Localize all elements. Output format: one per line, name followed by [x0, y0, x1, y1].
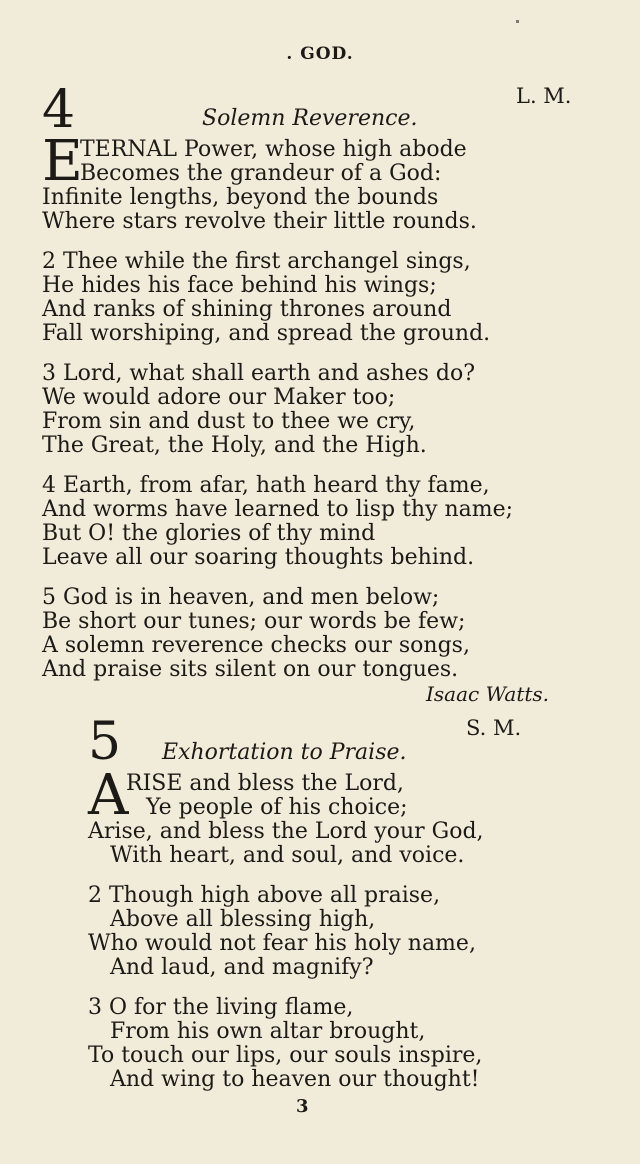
hymn-number: 5 [88, 712, 122, 772]
hymn-title: Exhortation to Praise. [162, 740, 407, 765]
verse-line: Who would not fear his holy name, [88, 931, 476, 956]
verse-line: We would adore our Maker too; [42, 385, 396, 410]
verse-line: Where stars revolve their little rounds. [42, 209, 477, 234]
verse-line: Becomes the grandeur of a God: [80, 161, 442, 186]
verse-line: 3 O for the living flame, [88, 995, 354, 1020]
hymn-meter: L. M. [516, 84, 572, 108]
page-header: . GOD. [286, 44, 354, 64]
verse-line: Infinite lengths, beyond the bounds [42, 185, 439, 210]
verse-line: Above all blessing high, [110, 907, 376, 932]
verse-line: But O! the glories of thy mind [42, 521, 376, 546]
verse-line: 2 Thee while the first archangel sings, [42, 249, 471, 274]
verse-line: And praise sits silent on our tongues. [42, 657, 459, 682]
drop-cap: E [42, 129, 83, 194]
verse-line: 4 Earth, from afar, hath heard thy fame, [42, 473, 490, 498]
verse-line: Arise, and bless the Lord your God, [88, 819, 484, 844]
verse-line: And wing to heaven our thought! [110, 1067, 480, 1092]
verse-line: 3 Lord, what shall earth and ashes do? [42, 361, 476, 386]
verse-line: Ye people of his choice; [146, 795, 408, 820]
verse-line: To touch our lips, our souls inspire, [88, 1043, 483, 1068]
verse-line: He hides his face behind his wings; [42, 273, 437, 298]
drop-cap: A [88, 763, 129, 828]
verse-line: Leave all our soaring thoughts behind. [42, 545, 475, 570]
verse-line: From sin and dust to thee we cry, [42, 409, 416, 434]
page-number: 3 [296, 1096, 309, 1117]
hymn-author: Isaac Watts. [426, 682, 550, 706]
verse-line: And worms have learned to lisp thy name; [42, 497, 514, 522]
verse-line: RISE and bless the Lord, [126, 771, 404, 796]
verse-line: With heart, and soul, and voice. [110, 843, 465, 868]
verse-line: 5 God is in heaven, and men below; [42, 585, 440, 610]
hymn-meter: S. M. [466, 716, 522, 740]
hymn-title: Solemn Reverence. [202, 106, 418, 131]
verse-line: And ranks of shining thrones around [42, 297, 452, 322]
verse-line: The Great, the Holy, and the High. [42, 433, 427, 458]
print-speck [516, 20, 519, 23]
verse-line: From his own altar brought, [110, 1019, 426, 1044]
verse-line: 2 Though high above all praise, [88, 883, 441, 908]
verse-line: TERNAL Power, whose high abode [80, 137, 467, 162]
verse-line: Fall worshiping, and spread the ground. [42, 321, 491, 346]
verse-line: Be short our tunes; our words be few; [42, 609, 466, 634]
verse-line: And laud, and magnify? [110, 955, 374, 980]
hymn-number: 4 [42, 80, 76, 140]
verse-line: A solemn reverence checks our songs, [42, 633, 470, 658]
